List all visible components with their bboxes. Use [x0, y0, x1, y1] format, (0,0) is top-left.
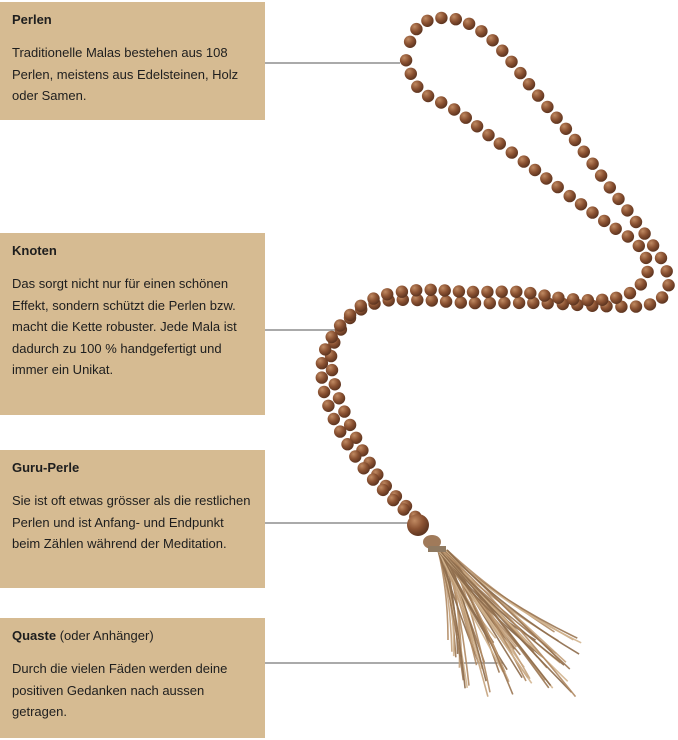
- bead: [598, 215, 610, 227]
- bead: [326, 331, 338, 343]
- bead: [341, 438, 353, 450]
- tassel-band: [428, 546, 446, 552]
- bead: [523, 78, 535, 90]
- annotation-text-perlen: Traditionelle Malas bestehen aus 108 Perlen, meistens aus Edelsteinen, Holz oder Samen.: [12, 45, 239, 103]
- bead: [541, 101, 553, 113]
- bead: [367, 292, 379, 304]
- bead: [421, 15, 433, 27]
- bead: [540, 172, 552, 184]
- bead: [334, 425, 346, 437]
- bead: [524, 287, 536, 299]
- bead: [506, 146, 518, 158]
- bead: [586, 206, 598, 218]
- bead: [582, 294, 594, 306]
- bead: [448, 103, 460, 115]
- bead: [610, 292, 622, 304]
- bead: [596, 294, 608, 306]
- bead: [575, 198, 587, 210]
- bead: [640, 252, 652, 264]
- bead: [410, 23, 422, 35]
- bead: [638, 227, 650, 239]
- bead: [532, 89, 544, 101]
- bead: [404, 36, 416, 48]
- bead: [484, 297, 496, 309]
- bead: [355, 300, 367, 312]
- bead: [529, 164, 541, 176]
- bead: [496, 286, 508, 298]
- bead: [564, 190, 576, 202]
- annotation-text-guru-perle: Sie ist oft etwas grösser als die restlichen Perlen und ist Anfang- und Endpunkt beim Zählen während der Meditation.: [12, 493, 251, 551]
- bead: [410, 284, 422, 296]
- bead: [610, 223, 622, 235]
- bead: [326, 364, 338, 376]
- bead: [455, 296, 467, 308]
- bead: [661, 265, 673, 277]
- bead: [435, 96, 447, 108]
- bead: [538, 289, 550, 301]
- bead: [422, 90, 434, 102]
- bead: [469, 297, 481, 309]
- bead: [460, 112, 472, 124]
- bead: [411, 81, 423, 93]
- bead: [328, 413, 340, 425]
- bead: [552, 181, 564, 193]
- bead: [486, 34, 498, 46]
- bead: [400, 54, 412, 66]
- bead: [496, 45, 508, 57]
- annotation-title-perlen: Perlen: [12, 12, 52, 27]
- bead: [426, 294, 438, 306]
- bead: [344, 309, 356, 321]
- bead: [377, 484, 389, 496]
- bead: [513, 297, 525, 309]
- bead: [316, 371, 328, 383]
- bead: [647, 239, 659, 251]
- bead: [550, 112, 562, 124]
- bead: [450, 13, 462, 25]
- bead: [569, 134, 581, 146]
- annotation-title-quaste: Quaste: [12, 628, 57, 643]
- bead: [641, 266, 653, 278]
- bead: [367, 473, 379, 485]
- bead-strand: [316, 12, 675, 523]
- bead: [622, 230, 634, 242]
- bead: [567, 293, 579, 305]
- bead: [482, 129, 494, 141]
- bead: [349, 450, 361, 462]
- bead: [633, 240, 645, 252]
- bead: [329, 378, 341, 390]
- bead: [405, 68, 417, 80]
- bead: [552, 292, 564, 304]
- bead: [319, 343, 331, 355]
- bead: [322, 400, 334, 412]
- guru-bead: [407, 514, 446, 552]
- bead: [498, 297, 510, 309]
- bead: [396, 286, 408, 298]
- bead: [621, 204, 633, 216]
- bead: [630, 216, 642, 228]
- bead: [624, 287, 636, 299]
- bead: [338, 405, 350, 417]
- bead: [578, 146, 590, 158]
- bead: [463, 18, 475, 30]
- bead: [514, 67, 526, 79]
- bead: [644, 298, 656, 310]
- bead: [398, 503, 410, 515]
- annotation-text-quaste: Durch die vielen Fäden werden deine positiven Gedanken nach aussen getragen.: [12, 661, 228, 719]
- bead: [662, 279, 674, 291]
- bead: [387, 494, 399, 506]
- bead: [334, 319, 346, 331]
- annotation-subtitle-quaste: (oder Anhänger): [56, 628, 154, 643]
- bead: [440, 295, 452, 307]
- annotation-title-guru-perle: Guru-Perle: [12, 460, 80, 475]
- bead: [604, 181, 616, 193]
- bead: [425, 284, 437, 296]
- bead: [435, 12, 447, 24]
- bead: [655, 252, 667, 264]
- annotation-title-knoten: Knoten: [12, 243, 57, 258]
- bead: [316, 357, 328, 369]
- annotation-text-knoten: Das sorgt nicht nur für einen schönen Effekt, sondern schützt die Perlen bzw. macht die Kette robuster. Jede Mala ist dadurch zu 100 % handgefertigt und immer ein Unikat.: [12, 276, 237, 377]
- bead: [510, 286, 522, 298]
- bead: [453, 285, 465, 297]
- bead: [318, 386, 330, 398]
- bead: [505, 56, 517, 68]
- bead: [467, 286, 479, 298]
- bead: [475, 25, 487, 37]
- bead: [635, 278, 647, 290]
- bead: [656, 291, 668, 303]
- bead: [481, 286, 493, 298]
- bead: [586, 158, 598, 170]
- bead: [494, 137, 506, 149]
- bead: [358, 462, 370, 474]
- bead: [381, 288, 393, 300]
- bead: [471, 120, 483, 132]
- bead: [612, 193, 624, 205]
- bead: [518, 155, 530, 167]
- bead: [439, 284, 451, 296]
- bead: [630, 300, 642, 312]
- bead: [560, 123, 572, 135]
- bead: [333, 392, 345, 404]
- bead: [595, 169, 607, 181]
- tassel: [438, 550, 581, 697]
- guru-bead-ball: [407, 514, 429, 536]
